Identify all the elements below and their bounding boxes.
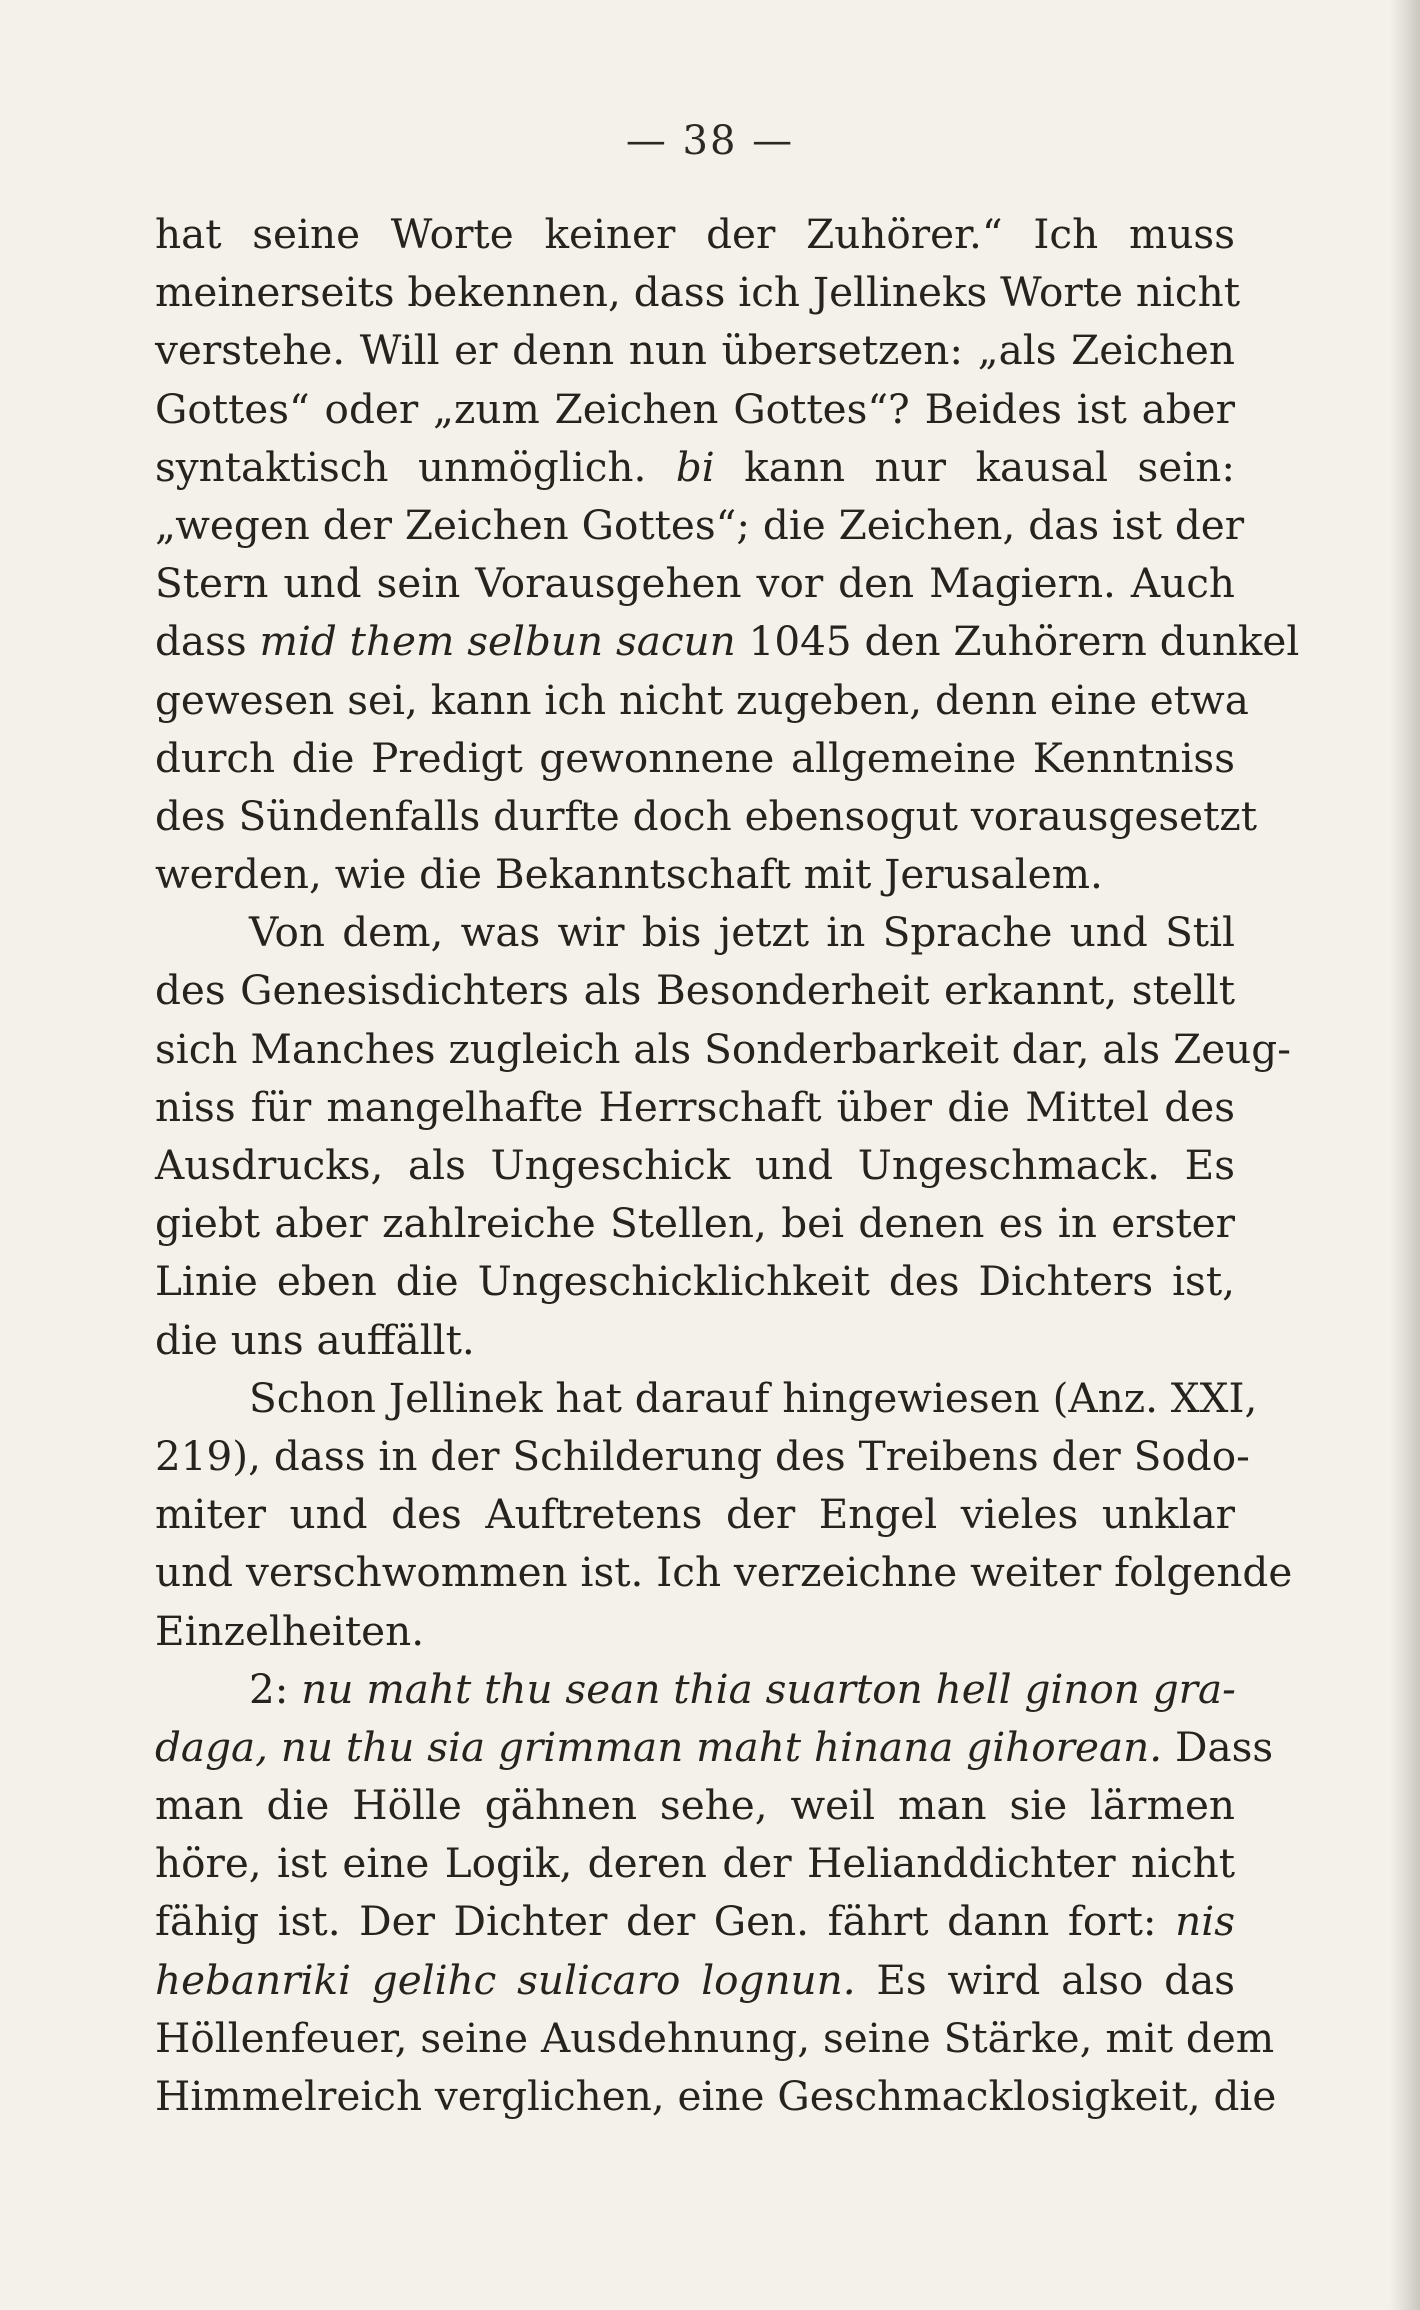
text-line: dass mid them selbun sacun 1045 den Zuhörern dunkel [155, 617, 1300, 666]
text-line: „wegen der Zeichen Gottes“; die Zeichen, das ist der [155, 500, 1245, 549]
text-line: des Sündenfalls durfte doch ebensogut vorausgesetzt [155, 791, 1258, 840]
text-line: gewesen sei, kann ich nicht zugeben, denn eine etwa [155, 675, 1249, 724]
text-line: Von dem, was wir bis jetzt in Sprache und Stil [249, 908, 1235, 957]
text-line: durch die Predigt gewonnene allgemeine Kenntniss [155, 733, 1235, 782]
text-line: Einzelheiten. [155, 1606, 425, 1655]
text-line: und verschwommen ist. Ich verzeichne weiter folgende [155, 1548, 1293, 1597]
text-line: hebanriki gelihc sulicaro lognun. Es wird also das [155, 1955, 1235, 2004]
text-line: hat seine Worte keiner der Zuhörer.“ Ich muss [155, 210, 1235, 258]
text-line: Höllenfeuer, seine Ausdehnung, seine Stärke, mit dem [155, 2013, 1275, 2062]
text-line: Stern und sein Vorausgehen vor den Magiern. Auch [155, 559, 1235, 608]
page-number: — 38 — [625, 118, 795, 164]
text-line: giebt aber zahlreiche Stellen, bei denen es in erster [155, 1199, 1235, 1248]
text-line: verstehe. Will er denn nun übersetzen: „als Zeichen [155, 326, 1235, 375]
text-line: fähig ist. Der Dichter der Gen. fährt dann fort: nis [155, 1897, 1235, 1946]
text-line: niss für mangelhafte Herrschaft über die Mittel des [155, 1082, 1235, 1131]
text-line: die uns auffällt. [155, 1315, 475, 1364]
text-line: Ausdrucks, als Ungeschick und Ungeschmack. Es [155, 1141, 1235, 1189]
body-text [155, 205, 1300, 2125]
text-line: werden, wie die Bekanntschaft mit Jerusalem. [155, 850, 1103, 899]
text-line: höre, ist eine Logik, deren der Helianddichter nicht [155, 1839, 1235, 1888]
text-line: daga, nu thu sia grimman maht hinana gihorean. Dass [155, 1722, 1274, 1771]
text-line: meinerseits bekennen, dass ich Jellineks Worte nicht [155, 268, 1240, 317]
text-line: syntaktisch unmöglich. bi kann nur kausal sein: [155, 442, 1235, 491]
text-line: 219), dass in der Schilderung des Treibens der Sodo- [155, 1431, 1250, 1480]
text-line: man die Hölle gähnen sehe, weil man sie lärmen [155, 1781, 1235, 1830]
text-line: des Genesisdichters als Besonderheit erkannt, stellt [155, 966, 1235, 1015]
page-edge-shadow [1390, 0, 1420, 2310]
text-line: 2: nu maht thu sean thia suarton hell ginon gra- [249, 1664, 1236, 1713]
text-line: Linie eben die Ungeschicklichkeit des Dichters ist, [155, 1257, 1235, 1306]
text-line: Schon Jellinek hat darauf hingewiesen (Anz. XXI, [249, 1373, 1258, 1422]
text-line: Gottes“ oder „zum Zeichen Gottes“? Beides ist aber [155, 384, 1235, 433]
text-line: sich Manches zugleich als Sonderbarkeit dar, als Zeug- [155, 1024, 1291, 1073]
text-line: miter und des Auftretens der Engel vieles unklar [155, 1490, 1235, 1539]
text-line: Himmelreich verglichen, eine Geschmacklosigkeit, die [155, 2072, 1277, 2120]
